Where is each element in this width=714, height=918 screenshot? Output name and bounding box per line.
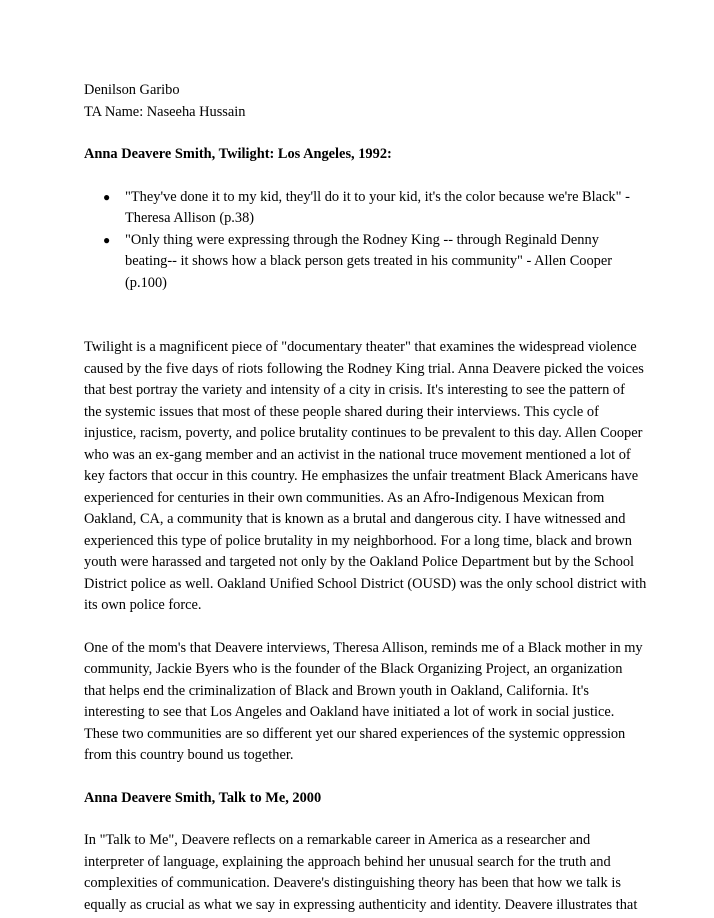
quote-line: "They've done it to my kid, they'll do it to your kid, it's the color because we're Black" -: [125, 188, 630, 205]
paragraph-line: experienced for centuries in their own communities. As an Afro-Indigenous Mexican from: [84, 489, 605, 506]
quote-line: (p.100): [125, 274, 167, 291]
quote-line: Theresa Allison (p.38): [125, 210, 255, 226]
paragraph-line: caused by the five days of riots following the Rodney King trial. Anna Deavere picked the voices: [84, 360, 644, 377]
paragraph-line: key factors that occur in this country. He emphasizes the unfair treatment Black Americans have: [84, 468, 639, 484]
paragraph-line: One of the mom's that Deavere interviews, Theresa Allison, reminds me of a Black mother in my: [84, 639, 643, 656]
paragraph-line: equally as crucial as what we say in expressing authenticity and identity. Deavere illustrates that: [84, 896, 638, 913]
paragraph-line: community, Jackie Byers who is the founder of the Black Organizing Project, an organization: [84, 661, 623, 677]
paragraph-line: interesting to see that Los Angeles and Oakland have initiated a lot of work in social justice.: [84, 704, 615, 720]
paragraph-line: District police as well. Oakland Unified School District (OUSD) was the only school district with: [84, 575, 647, 592]
quote-line: "Only thing were expressing through the Rodney King -- through Reginald Denny: [125, 231, 599, 248]
section-heading-talk-to-me: Anna Deavere Smith, Talk to Me, 2000: [84, 789, 322, 806]
paragraph-line: In "Talk to Me", Deavere reflects on a remarkable career in America as a researcher and: [84, 832, 591, 848]
paragraph-line: its own police force.: [84, 597, 202, 613]
paragraph-line: youth were harassed and targeted not only by the Oakland Police Department but by the School: [84, 554, 635, 570]
quote-item: [84, 230, 644, 295]
paragraph-line: that helps end the criminalization of Black and Brown youth in Oakland, California. It's: [84, 682, 589, 699]
paragraph-line: complexities of communication. Deavere's distinguishing theory has been that how we talk is: [84, 875, 621, 891]
paragraph-line: injustice, racism, poverty, and police brutality continues to be prevalent to this day. Allen Cooper: [84, 425, 643, 441]
paragraph-line: Twilight is a magnificent piece of "documentary theater" that examines the widespread violence: [84, 339, 637, 355]
bullet-icon: ●: [103, 189, 111, 204]
paragraph-line: the systemic issues that most of these people shared during their interviews. This cycle of: [84, 403, 599, 420]
paragraph-line: interpreter of language, explaining the approach behind her unusual search for the truth and: [84, 853, 611, 870]
section-heading-twilight: Anna Deavere Smith, Twilight: Los Angeles, 1992:: [84, 146, 392, 162]
bullet-icon: ●: [103, 232, 111, 247]
paragraph-theresa-allison: [84, 638, 644, 767]
paragraph-twilight-analysis: [84, 337, 647, 617]
paragraph-line: that best portray the variety and intensity of a city in crisis. It's interesting to see the pattern of: [84, 382, 625, 398]
document-page: [84, 80, 647, 916]
quote-line: beating-- it shows how a black person gets treated in his community" - Allen Cooper: [125, 253, 613, 269]
author-name: Denilson Garibo: [84, 82, 180, 98]
quote-list: [84, 187, 644, 295]
paragraph-talk-to-me: [84, 830, 644, 916]
ta-name: TA Name: Naseeha Hussain: [84, 103, 246, 120]
paragraph-line: who was an ex-gang member and an activist in the national truce movement mentioned a lot of: [84, 446, 631, 463]
paragraph-line: These two communities are so different yet our shared experiences of the systemic oppression: [84, 725, 626, 742]
quote-item: [84, 187, 644, 230]
paragraph-line: from this country bound us together.: [84, 747, 294, 763]
paragraph-line: Oakland, CA, a community that is known as a brutal and dangerous city. I have witnessed and: [84, 511, 626, 527]
paragraph-line: experienced this type of police brutality in my neighborhood. For a long time, black and brown: [84, 532, 632, 549]
